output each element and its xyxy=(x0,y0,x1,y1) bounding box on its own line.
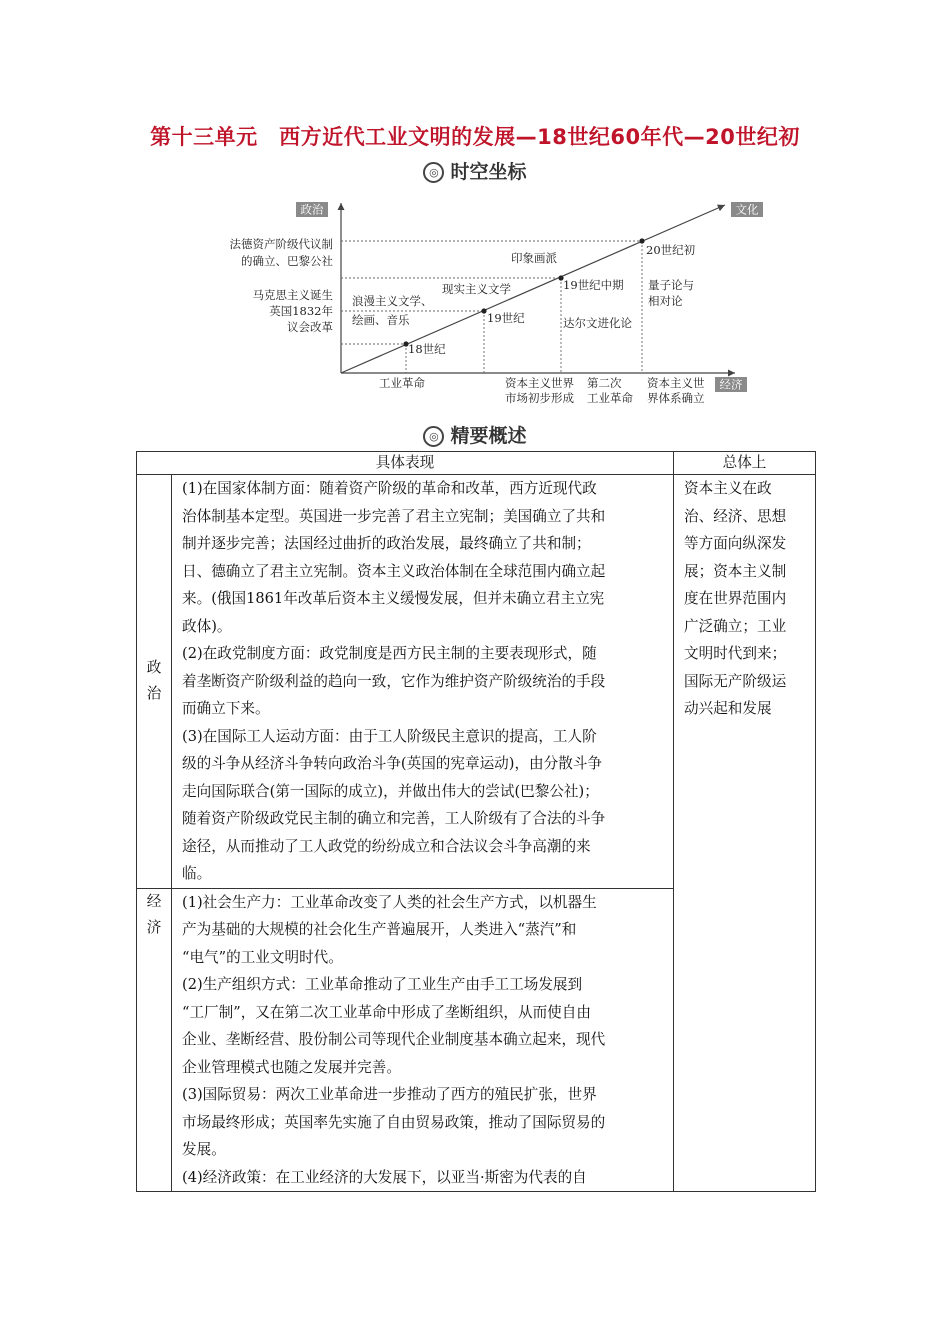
text-line: 治、经济、思想 xyxy=(684,507,787,525)
economy-text: 资本主义世 xyxy=(647,376,705,390)
economy-text: 资本主义世界 xyxy=(505,376,574,390)
text-line: 文明时代到来； xyxy=(684,645,787,662)
text-line: 展；资本主义制 xyxy=(684,562,787,580)
text-line: 而确立下来。 xyxy=(182,700,270,717)
text-line: 临。 xyxy=(182,865,212,882)
point-label: 18世纪 xyxy=(408,342,446,356)
text-line: 途径，从而推动了工人政党的纷纷成立和合法议会斗争高潮的来 xyxy=(182,837,591,855)
section-label: 时空坐标 xyxy=(450,161,527,183)
point-label: 19世纪 xyxy=(487,311,525,325)
text-line: 国际无产阶级运 xyxy=(684,672,787,690)
header-summary: 总体上 xyxy=(674,452,816,475)
politics-text: 议会改革 xyxy=(287,320,333,334)
economy-text: 第二次 xyxy=(587,376,622,390)
culture-text: 现实主义文学 xyxy=(442,282,511,296)
politics-text: 马克思主义诞生 xyxy=(252,288,333,302)
politics-text: 法德资产阶级代议制 xyxy=(229,237,333,251)
text-line: 治体制基本定型。英国进一步完善了君主立宪制；美国确立了共和 xyxy=(182,507,606,525)
category-char: 济 xyxy=(146,918,162,936)
category-economy xyxy=(137,888,172,1192)
culture-axis-label: 文化 xyxy=(735,202,759,217)
politics-axis-label: 政治 xyxy=(300,202,324,217)
table-row-politics xyxy=(137,475,816,889)
politics-text: 的确立、巴黎公社 xyxy=(241,254,333,268)
text-line: 广泛确立；工业 xyxy=(684,617,787,635)
summary-table xyxy=(136,451,816,1192)
point-19c xyxy=(481,308,486,313)
table-header-row xyxy=(137,452,816,475)
category-politics xyxy=(137,475,172,889)
text-line: 制并逐步完善；法国经过曲折的政治发展，最终确立了共和制； xyxy=(182,535,591,552)
politics-content xyxy=(172,475,674,889)
category-char: 政 xyxy=(146,659,162,677)
timeline-diagram xyxy=(215,195,785,415)
economy-text: 工业革命 xyxy=(587,391,633,405)
text-line: 走向国际联合(第一国际的成立)，并做出伟大的尝试(巴黎公社)； xyxy=(182,782,599,800)
point-20c xyxy=(639,238,644,243)
text-line: (2)生产组织方式：工业革命推动了工业生产由手工工场发展到 xyxy=(182,976,583,993)
header-main: 具体表现 xyxy=(137,452,674,475)
point-label: 20世纪初 xyxy=(646,243,696,257)
text-line: 日、德确立了君主立宪制。资本主义政治体制在全球范围内确立起 xyxy=(182,562,606,580)
economy-text: 工业革命 xyxy=(379,376,425,390)
text-line: 等方面向纵深发 xyxy=(684,535,787,552)
text-line: (1)社会生产力：工业革命改变了人类的社会生产方式，以机器生 xyxy=(182,893,597,911)
text-line: “工厂制”，又在第二次工业革命中形成了垄断组织，从而使自由 xyxy=(182,1003,591,1021)
culture-text: 绘画、音乐 xyxy=(352,313,410,327)
text-line: 随着资产阶级政党民主制的确立和完善，工人阶级有了合法的斗争 xyxy=(182,810,606,827)
section-circle-icon: ◎ xyxy=(423,426,444,447)
category-char: 治 xyxy=(146,685,162,703)
politics-text: 英国1832年 xyxy=(269,304,333,318)
text-line: (1)在国家体制方面：随着资产阶级的革命和改革，西方近现代政 xyxy=(182,480,597,497)
text-line: (2)在政党制度方面：政党制度是西方民主制的主要表现形式，随 xyxy=(182,645,597,662)
text-line: “电气”的工业文明时代。 xyxy=(182,948,343,966)
text-line: 着垄断资产阶级利益的趋向一致，它作为维护资产阶级统治的手段 xyxy=(182,672,606,690)
section-circle-icon: ◎ xyxy=(423,162,444,183)
section-heading-summary xyxy=(0,421,950,448)
text-line: 发展。 xyxy=(182,1141,226,1158)
section-label: 精要概述 xyxy=(450,425,527,447)
category-char: 经 xyxy=(146,892,162,910)
text-line: (3)国际贸易：两次工业革命进一步推动了西方的殖民扩张，世界 xyxy=(182,1086,597,1103)
section-heading-timeline xyxy=(0,157,950,184)
text-line: 市场最终形成；英国率先实施了自由贸易政策，推动了国际贸易的 xyxy=(182,1113,606,1131)
culture-text: 达尔文进化论 xyxy=(563,316,632,330)
overall-summary xyxy=(674,475,816,1192)
text-line: 资本主义在政 xyxy=(684,480,772,497)
text-line: 产为基础的大规模的社会化生产普遍展开，人类进入“蒸汽”和 xyxy=(182,921,577,938)
unit-title: 第十三单元 西方近代工业文明的发展—18世纪60年代—20世纪初 xyxy=(150,125,800,149)
culture-text: 浪漫主义文学、 xyxy=(352,294,433,308)
text-line: (4)经济政策：在工业经济的大发展下，以亚当·斯密为代表的自 xyxy=(182,1168,587,1186)
text-line: (3)在国际工人运动方面：由于工人阶级民主意识的提高，工人阶 xyxy=(182,727,597,745)
point-label: 19世纪中期 xyxy=(563,278,624,292)
text-line: 级的斗争从经济斗争转向政治斗争(英国的宪章运动)，由分散斗争 xyxy=(182,755,603,772)
economy-text: 界体系确立 xyxy=(647,391,705,405)
economy-axis-label: 经济 xyxy=(719,377,743,392)
text-line: 企业、垄断经营、股份制公司等现代企业制度基本确立起来，现代 xyxy=(182,1031,606,1048)
culture-text: 印象画派 xyxy=(511,251,557,265)
culture-text: 量子论与 xyxy=(648,278,694,292)
text-line: 政体)。 xyxy=(182,617,232,635)
text-line: 动兴起和发展 xyxy=(684,700,772,717)
text-line: 来。(俄国1861年改革后资本主义缓慢发展，但并未确立君主立宪 xyxy=(182,590,605,607)
economy-content xyxy=(172,888,674,1192)
text-line: 度在世界范围内 xyxy=(684,590,787,607)
text-line: 企业管理模式也随之发展并完善。 xyxy=(182,1058,401,1076)
culture-text: 相对论 xyxy=(648,294,683,308)
economy-text: 市场初步形成 xyxy=(505,391,574,405)
